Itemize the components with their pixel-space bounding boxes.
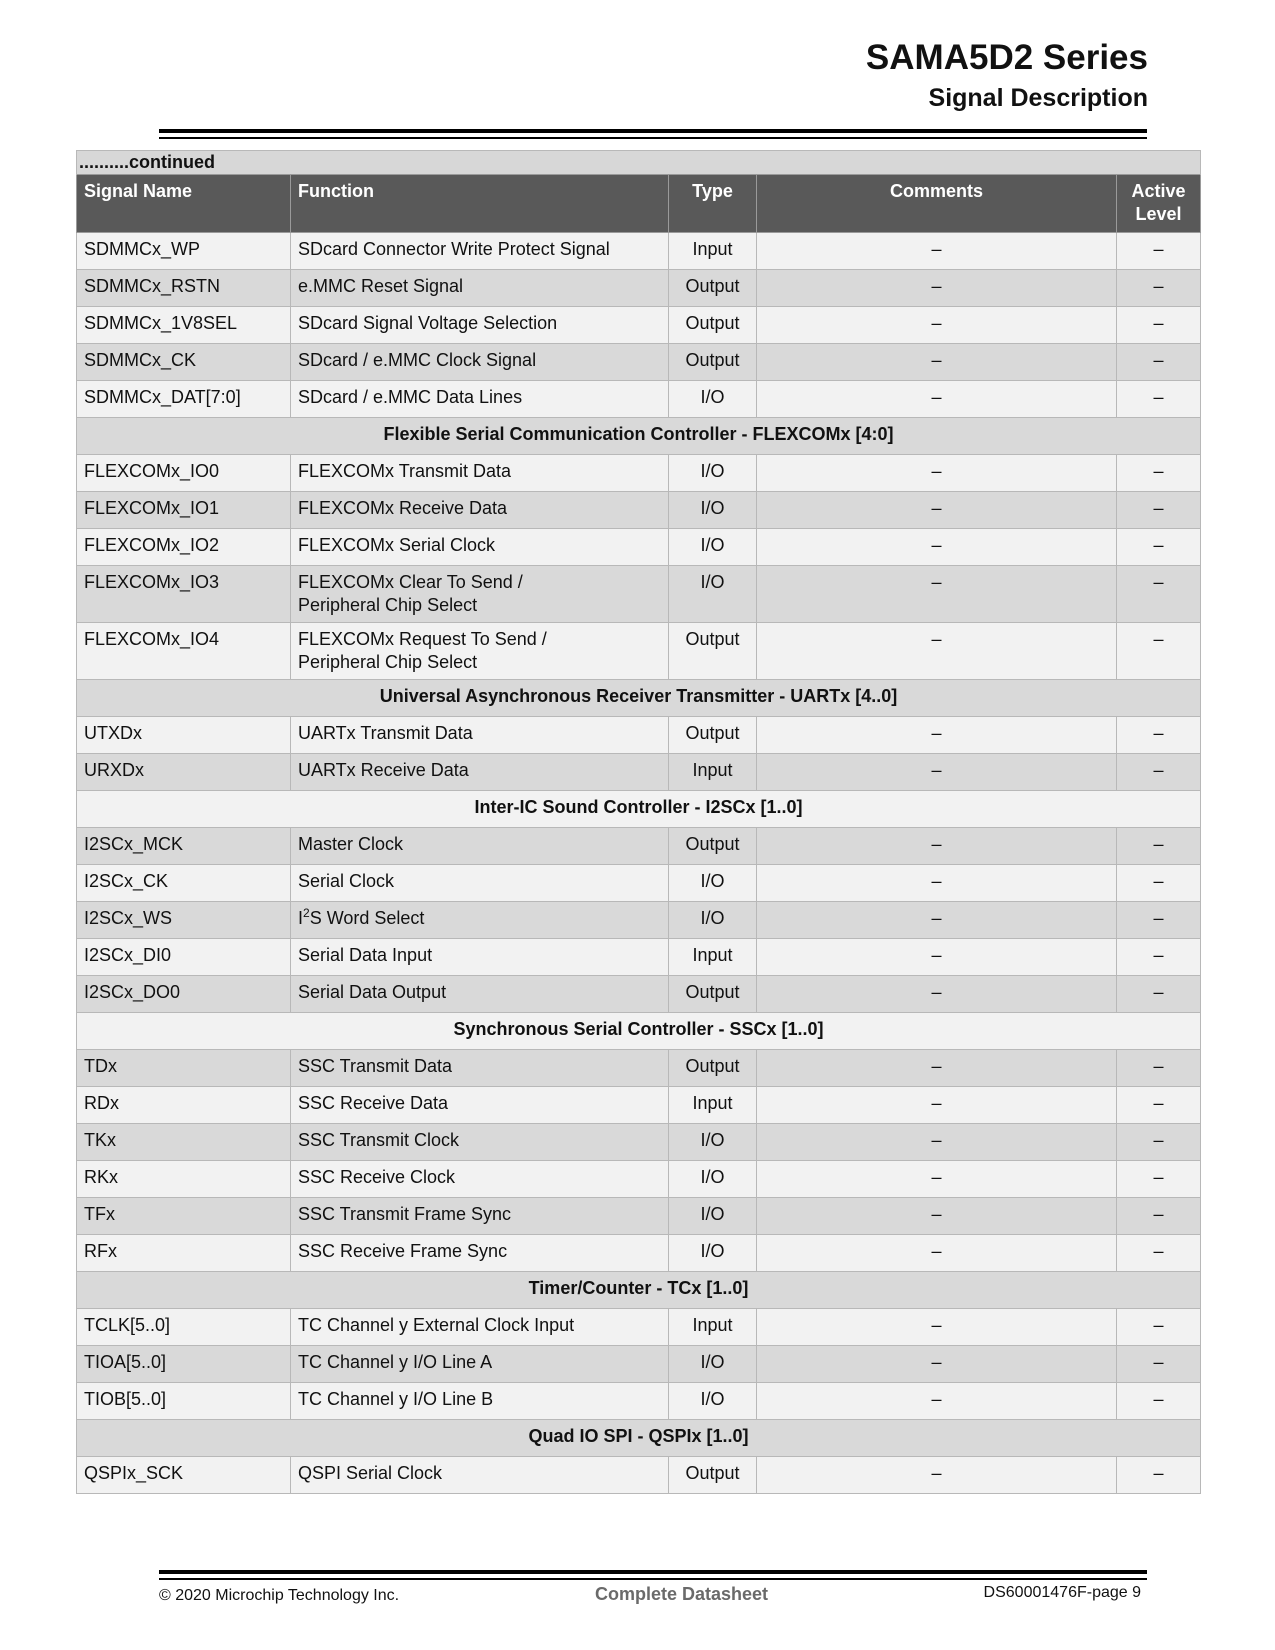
table-row bbox=[77, 1383, 1201, 1420]
signal-name-cell: FLEXCOMx_IO3 bbox=[77, 566, 291, 623]
comments-cell: – bbox=[757, 1087, 1117, 1124]
active-level-cell: – bbox=[1117, 1124, 1201, 1161]
signal-name-cell: I2SCx_CK bbox=[77, 865, 291, 902]
active-level-cell: – bbox=[1117, 270, 1201, 307]
signal-table-body bbox=[77, 233, 1201, 1494]
section-header-row bbox=[77, 791, 1201, 828]
comments-cell: – bbox=[757, 1198, 1117, 1235]
function-text: FLEXCOMx Serial Clock bbox=[298, 535, 496, 555]
section-title: Quad IO SPI - QSPIx [1..0] bbox=[77, 1420, 1201, 1457]
signal-name-cell: UTXDx bbox=[77, 717, 291, 754]
active-level-cell: – bbox=[1117, 976, 1201, 1013]
function-text: QSPI Serial Clock bbox=[298, 1463, 443, 1483]
comments-cell: – bbox=[757, 1457, 1117, 1494]
function-text: SSC Transmit Frame Sync bbox=[298, 1204, 512, 1224]
function-text: SDcard Signal Voltage Selection bbox=[298, 313, 558, 333]
signal-name-cell: SDMMCx_1V8SEL bbox=[77, 307, 291, 344]
active-level-cell: – bbox=[1117, 939, 1201, 976]
function-text: SSC Receive Clock bbox=[298, 1167, 456, 1187]
comments-cell: – bbox=[757, 344, 1117, 381]
function-cell bbox=[291, 1346, 669, 1383]
type-cell: Input bbox=[669, 233, 757, 270]
active-level-cell: – bbox=[1117, 828, 1201, 865]
type-cell: Output bbox=[669, 270, 757, 307]
signal-name-cell: SDMMCx_DAT[7:0] bbox=[77, 381, 291, 418]
continued-label: ..........continued bbox=[77, 151, 1201, 175]
comments-cell: – bbox=[757, 865, 1117, 902]
active-level-cell: – bbox=[1117, 754, 1201, 791]
table-row bbox=[77, 1087, 1201, 1124]
signal-name-cell: SDMMCx_WP bbox=[77, 233, 291, 270]
section-title: Universal Asynchronous Receiver Transmitter - UARTx [4..0] bbox=[77, 680, 1201, 717]
function-text: FLEXCOMx Request To Send / bbox=[298, 629, 547, 649]
comments-cell: – bbox=[757, 828, 1117, 865]
continued-row bbox=[77, 151, 1201, 175]
type-cell: I/O bbox=[669, 1383, 757, 1420]
comments-cell: – bbox=[757, 566, 1117, 623]
active-level-cell: – bbox=[1117, 902, 1201, 939]
signal-name-cell: TKx bbox=[77, 1124, 291, 1161]
signal-name-cell: TFx bbox=[77, 1198, 291, 1235]
footer-rule-thin bbox=[159, 1578, 1147, 1580]
signal-name-cell: I2SCx_WS bbox=[77, 902, 291, 939]
comments-cell: – bbox=[757, 1161, 1117, 1198]
type-cell: Output bbox=[669, 1457, 757, 1494]
section-title: Synchronous Serial Controller - SSCx [1..0] bbox=[77, 1013, 1201, 1050]
comments-cell: – bbox=[757, 1383, 1117, 1420]
type-cell: I/O bbox=[669, 381, 757, 418]
function-cell bbox=[291, 455, 669, 492]
type-cell: Output bbox=[669, 623, 757, 680]
type-cell: I/O bbox=[669, 455, 757, 492]
footer-center-label: Complete Datasheet bbox=[595, 1584, 769, 1604]
type-cell: Input bbox=[669, 754, 757, 791]
signal-name-cell: TIOB[5..0] bbox=[77, 1383, 291, 1420]
function-text: SDcard Connector Write Protect Signal bbox=[298, 239, 610, 259]
function-text: UARTx Transmit Data bbox=[298, 723, 473, 743]
table-row bbox=[77, 976, 1201, 1013]
active-level-cell: – bbox=[1117, 1161, 1201, 1198]
col-signal-name: Signal Name bbox=[77, 175, 291, 233]
col-type: Type bbox=[669, 175, 757, 233]
comments-cell: – bbox=[757, 1050, 1117, 1087]
table-row bbox=[77, 529, 1201, 566]
table-row bbox=[77, 1161, 1201, 1198]
function-cell bbox=[291, 1087, 669, 1124]
active-level-cell: – bbox=[1117, 865, 1201, 902]
function-cell bbox=[291, 1235, 669, 1272]
section-header-row bbox=[77, 418, 1201, 455]
table-row bbox=[77, 307, 1201, 344]
function-cell bbox=[291, 1383, 669, 1420]
signal-name-cell: QSPIx_SCK bbox=[77, 1457, 291, 1494]
function-cell bbox=[291, 1161, 669, 1198]
function-cell bbox=[291, 270, 669, 307]
function-cell bbox=[291, 754, 669, 791]
active-level-cell: – bbox=[1117, 1383, 1201, 1420]
section-title: Inter-IC Sound Controller - I2SCx [1..0] bbox=[77, 791, 1201, 828]
signal-name-cell: SDMMCx_RSTN bbox=[77, 270, 291, 307]
table-row bbox=[77, 623, 1201, 680]
table-row bbox=[77, 939, 1201, 976]
function-text-line2: Peripheral Chip Select bbox=[298, 595, 478, 615]
type-cell: Output bbox=[669, 307, 757, 344]
function-text: TC Channel y I/O Line A bbox=[298, 1352, 493, 1372]
col-comments: Comments bbox=[757, 175, 1117, 233]
table-row bbox=[77, 1235, 1201, 1272]
active-level-cell: – bbox=[1117, 1050, 1201, 1087]
signal-name-cell: TIOA[5..0] bbox=[77, 1346, 291, 1383]
signal-name-cell: FLEXCOMx_IO1 bbox=[77, 492, 291, 529]
comments-cell: – bbox=[757, 902, 1117, 939]
type-cell: Input bbox=[669, 1087, 757, 1124]
function-cell bbox=[291, 307, 669, 344]
active-level-cell: – bbox=[1117, 344, 1201, 381]
function-cell bbox=[291, 529, 669, 566]
table-row bbox=[77, 1198, 1201, 1235]
comments-cell: – bbox=[757, 455, 1117, 492]
comments-cell: – bbox=[757, 381, 1117, 418]
signal-name-cell: SDMMCx_CK bbox=[77, 344, 291, 381]
function-text: FLEXCOMx Receive Data bbox=[298, 498, 508, 518]
function-text: TC Channel y I/O Line B bbox=[298, 1389, 494, 1409]
function-cell bbox=[291, 865, 669, 902]
function-cell bbox=[291, 344, 669, 381]
type-cell: Output bbox=[669, 1050, 757, 1087]
footer-page-number: DS60001476F-page 9 bbox=[983, 1584, 1141, 1601]
function-cell bbox=[291, 623, 669, 680]
function-text: SDcard / e.MMC Data Lines bbox=[298, 387, 523, 407]
type-cell: I/O bbox=[669, 902, 757, 939]
function-text: SSC Receive Frame Sync bbox=[298, 1241, 508, 1261]
type-cell: I/O bbox=[669, 492, 757, 529]
function-cell bbox=[291, 1050, 669, 1087]
type-cell: I/O bbox=[669, 1235, 757, 1272]
table-row bbox=[77, 344, 1201, 381]
function-cell bbox=[291, 492, 669, 529]
column-header-row bbox=[77, 175, 1201, 233]
function-text: Serial Data Output bbox=[298, 982, 447, 1002]
type-cell: Output bbox=[669, 976, 757, 1013]
header-rule-thin bbox=[159, 137, 1147, 139]
active-level-cell: – bbox=[1117, 529, 1201, 566]
active-level-cell: – bbox=[1117, 1198, 1201, 1235]
active-level-cell: – bbox=[1117, 381, 1201, 418]
footer-copyright: © 2020 Microchip Technology Inc. bbox=[159, 1587, 400, 1604]
type-cell: I/O bbox=[669, 1346, 757, 1383]
header-rule bbox=[159, 129, 1147, 133]
type-cell: I/O bbox=[669, 1124, 757, 1161]
comments-cell: – bbox=[757, 754, 1117, 791]
comments-cell: – bbox=[757, 1235, 1117, 1272]
signal-name-cell: TDx bbox=[77, 1050, 291, 1087]
table-row bbox=[77, 902, 1201, 939]
signal-name-cell: RDx bbox=[77, 1087, 291, 1124]
comments-cell: – bbox=[757, 623, 1117, 680]
comments-cell: – bbox=[757, 1124, 1117, 1161]
type-cell: Output bbox=[669, 344, 757, 381]
function-text: Serial Clock bbox=[298, 871, 395, 891]
table-row bbox=[77, 566, 1201, 623]
comments-cell: – bbox=[757, 270, 1117, 307]
signal-name-cell: I2SCx_DO0 bbox=[77, 976, 291, 1013]
comments-cell: – bbox=[757, 1309, 1117, 1346]
function-cell bbox=[291, 1457, 669, 1494]
footer-rule bbox=[159, 1570, 1147, 1574]
signal-name-cell: RKx bbox=[77, 1161, 291, 1198]
comments-cell: – bbox=[757, 307, 1117, 344]
comments-cell: – bbox=[757, 492, 1117, 529]
comments-cell: – bbox=[757, 717, 1117, 754]
table-row bbox=[77, 381, 1201, 418]
table-row bbox=[77, 270, 1201, 307]
section-header-row bbox=[77, 1272, 1201, 1309]
section-header-row bbox=[77, 1013, 1201, 1050]
function-text: FLEXCOMx Transmit Data bbox=[298, 461, 512, 481]
type-cell: Output bbox=[669, 717, 757, 754]
type-cell: I/O bbox=[669, 529, 757, 566]
section-header-row bbox=[77, 680, 1201, 717]
type-cell: Input bbox=[669, 939, 757, 976]
active-level-cell: – bbox=[1117, 307, 1201, 344]
type-cell: I/O bbox=[669, 1161, 757, 1198]
active-level-cell: – bbox=[1117, 566, 1201, 623]
function-cell bbox=[291, 902, 669, 939]
signal-name-cell: FLEXCOMx_IO0 bbox=[77, 455, 291, 492]
function-cell bbox=[291, 976, 669, 1013]
signal-name-cell: I2SCx_MCK bbox=[77, 828, 291, 865]
document-title: SAMA5D2 Series bbox=[865, 38, 1148, 77]
function-cell bbox=[291, 1124, 669, 1161]
function-text: Serial Data Input bbox=[298, 945, 433, 965]
comments-cell: – bbox=[757, 976, 1117, 1013]
type-cell: Output bbox=[669, 828, 757, 865]
function-text: SDcard / e.MMC Clock Signal bbox=[298, 350, 537, 370]
table-row bbox=[77, 233, 1201, 270]
function-cell bbox=[291, 1198, 669, 1235]
table-row bbox=[77, 1050, 1201, 1087]
table-row bbox=[77, 1309, 1201, 1346]
col-function: Function bbox=[291, 175, 669, 233]
active-level-cell: – bbox=[1117, 1457, 1201, 1494]
active-level-cell: – bbox=[1117, 455, 1201, 492]
comments-cell: – bbox=[757, 1346, 1117, 1383]
comments-cell: – bbox=[757, 529, 1117, 566]
table-row bbox=[77, 1457, 1201, 1494]
signal-name-cell: I2SCx_DI0 bbox=[77, 939, 291, 976]
function-text: e.MMC Reset Signal bbox=[298, 276, 464, 296]
active-level-cell: – bbox=[1117, 1235, 1201, 1272]
function-text: FLEXCOMx Clear To Send / bbox=[298, 572, 523, 592]
comments-cell: – bbox=[757, 233, 1117, 270]
function-text: SSC Receive Data bbox=[298, 1093, 449, 1113]
function-text: TC Channel y External Clock Input bbox=[298, 1315, 575, 1335]
section-subtitle: Signal Description bbox=[928, 84, 1148, 112]
section-header-row bbox=[77, 1420, 1201, 1457]
function-cell bbox=[291, 233, 669, 270]
type-cell: I/O bbox=[669, 865, 757, 902]
table-row bbox=[77, 828, 1201, 865]
active-level-cell: – bbox=[1117, 623, 1201, 680]
table-row bbox=[77, 754, 1201, 791]
active-level-cell: – bbox=[1117, 492, 1201, 529]
signal-name-cell: FLEXCOMx_IO4 bbox=[77, 623, 291, 680]
active-level-cell: – bbox=[1117, 1346, 1201, 1383]
table-row bbox=[77, 455, 1201, 492]
signal-table bbox=[76, 150, 1201, 1494]
comments-cell: – bbox=[757, 939, 1117, 976]
function-cell bbox=[291, 1309, 669, 1346]
function-cell bbox=[291, 717, 669, 754]
function-text: SSC Transmit Clock bbox=[298, 1130, 460, 1150]
active-level-cell: – bbox=[1117, 1087, 1201, 1124]
function-prefix: I bbox=[298, 908, 304, 928]
function-cell bbox=[291, 566, 669, 623]
table-row bbox=[77, 1346, 1201, 1383]
signal-name-cell: RFx bbox=[77, 1235, 291, 1272]
function-text: SSC Transmit Data bbox=[298, 1056, 453, 1076]
signal-name-cell: FLEXCOMx_IO2 bbox=[77, 529, 291, 566]
active-level-cell: – bbox=[1117, 1309, 1201, 1346]
signal-name-cell: TCLK[5..0] bbox=[77, 1309, 291, 1346]
signal-name-cell: URXDx bbox=[77, 754, 291, 791]
function-text: UARTx Receive Data bbox=[298, 760, 469, 780]
section-title: Flexible Serial Communication Controller - FLEXCOMx [4:0] bbox=[77, 418, 1201, 455]
function-text: Master Clock bbox=[298, 834, 404, 854]
function-cell bbox=[291, 381, 669, 418]
table-row bbox=[77, 492, 1201, 529]
table-row bbox=[77, 1124, 1201, 1161]
section-title: Timer/Counter - TCx [1..0] bbox=[77, 1272, 1201, 1309]
function-text-line2: Peripheral Chip Select bbox=[298, 652, 478, 672]
function-superscript: 2 bbox=[303, 906, 310, 920]
function-cell bbox=[291, 828, 669, 865]
table-row bbox=[77, 865, 1201, 902]
type-cell: I/O bbox=[669, 566, 757, 623]
active-level-cell: – bbox=[1117, 233, 1201, 270]
table-row bbox=[77, 717, 1201, 754]
active-level-cell: – bbox=[1117, 717, 1201, 754]
type-cell: Input bbox=[669, 1309, 757, 1346]
type-cell: I/O bbox=[669, 1198, 757, 1235]
function-text: S Word Select bbox=[309, 908, 425, 928]
col-active-level: Active Level bbox=[1117, 175, 1201, 233]
function-cell bbox=[291, 939, 669, 976]
